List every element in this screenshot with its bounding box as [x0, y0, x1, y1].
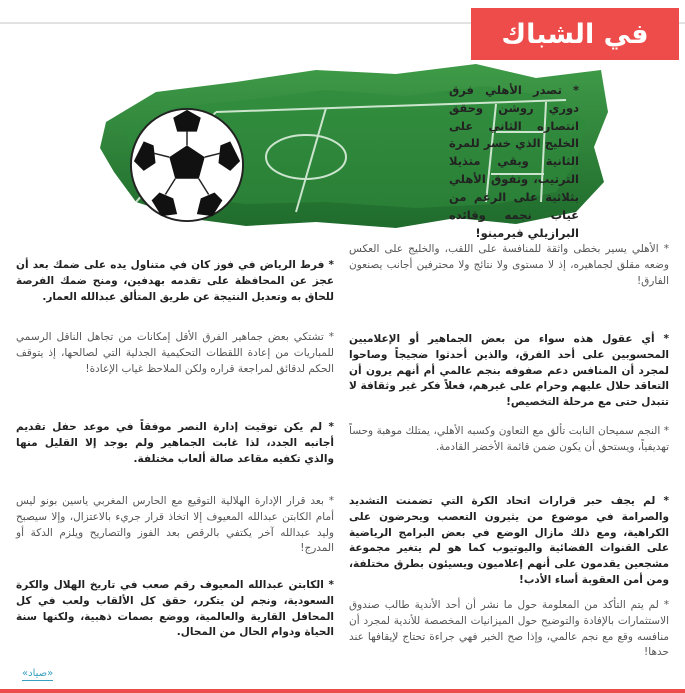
news-item-ahli-tops: * تصدر الأهلي فرق دوري روشن وحقق انتصاره الثاني على الخليج الذي خسر للمرة الثانية وبقي متذيلا الترتيب، وتفوق الأهلي بثلاثية على الرغم من غياب نجمه وقائده البرازيلي فيرمينو!	[449, 83, 579, 240]
news-item-almuaiouf: * الكابتن عبدالله المعيوف رقم صعب في تاريخ الهلال والكرة السعودية، ونجم لن يتكرر، حقق كل الألقاب ولعب في كل المحافل القارية والعالمية، ووضع بصمات ذهبية، ولكنها سنة الحياة ودوام الحال من المحال.	[16, 579, 334, 639]
source-credit: «صياد»	[22, 668, 54, 679]
news-item-investment-fund: * لم يتم التأكد من المعلومة حول ما نشر أن أحد الأندية طالب صندوق الاستثمارات بالإفادة والتوضيح حول الميزانيات المخصصة للأندية لمجرد أن منافسه وقع مع نجم عالمي، وإذا صح الخبر فهي جراءة تحتاج لإيقافها عند حدها!	[349, 599, 669, 659]
soccer-ball-icon	[128, 106, 246, 224]
news-item-media-noise: * أي عقول هذه سواء من بعض الجماهير أو الإعلاميين المحسوبين على أحد الفرق، والذين أحدثوا ضجيجاً وصاحوا لمجرد أن المنافس دعم صفوفه بنجم عالمي أم أنهم يرون أن التعاقد حلال عليهم وحرام على غيرهم، فعلاً فكر غير وثقافة لا تتبدل حتى مع مرحلة التخصيص!	[349, 333, 669, 408]
footer-rule	[0, 689, 685, 693]
news-item-replays: * تشتكي بعض جماهير الفرق الأقل إمكانات من تجاهل الناقل الرسمي للمباريات من إعادة اللقطات التحكيمية الجدلية التي لصالحها، إذ يتوقف الحكم لدقائق لمراجعة قراره ولكن الملاحظ غياب الإعادة!	[16, 331, 334, 375]
section-title: في الشباك	[501, 18, 649, 50]
news-item-samihan: * النجم سميحان النابت تألق مع التعاون وكسبه الأهلي، يمتلك موهبة وحساً تهديفياً، ويستحق أن يكون ضمن قائمة الأخضر القادمة.	[349, 425, 669, 453]
news-item-riyadh-damac: * فرط الرياض في فوز كان في متناول يده على ضمك بعد أن عجز عن المحافظة على تقدمه بهدفين، ومنح ضمك الفرصة للحاق به وتعديل النتيجة عن طريق المتألق عبدالله العمار.	[16, 259, 334, 303]
news-item-federation-rules: * لم يجف حبر قرارات اتحاد الكرة التي تضمنت التشديد والصرامة في موضوع من يثيرون التعصب ويحرضون على الكراهية، ومع ذلك مازال الوضع في بعض البرامج الرياضية على القنوات الفضائية واليوتيوب كما هو لم يتغير مجموعة مشجعين يقدمون على أنهم إعلاميون ويسيئون بطرق مختلفة، ومن أمن العقوبة أساء الأدب!	[349, 495, 669, 586]
news-item-bounou: * بعد قرار الإدارة الهلالية التوقيع مع الحارس المغربي ياسين بونو ليس أمام الكابتن عبدالله المعيوف إلا اتخاذ قرار جريء بالاعتزال، وإلا سيصبح وليد عبدالله آخر يكتفي بالرقص بعد الفوز والتصاريح ويلزم الدكة أو المدرج!	[16, 495, 334, 555]
news-item-ahli-title-race: * الأهلي يسير بخطى واثقة للمنافسة على اللقب، والخليج على العكس وضعه مقلق لجماهيره، إذ لا مستوى ولا نتائج ولا محترفين أجانب يصنعون الفارق!	[349, 243, 669, 287]
news-item-nassr-event: * لم يكن توقيت إدارة النصر موفقاً في موعد حفل تقديم أجانبه الجدد، لذا غابت الجماهير ولم يوجد إلا القليل منها والذي تكفيه مقاعد صالة ألعاب مختلفة.	[16, 421, 334, 465]
